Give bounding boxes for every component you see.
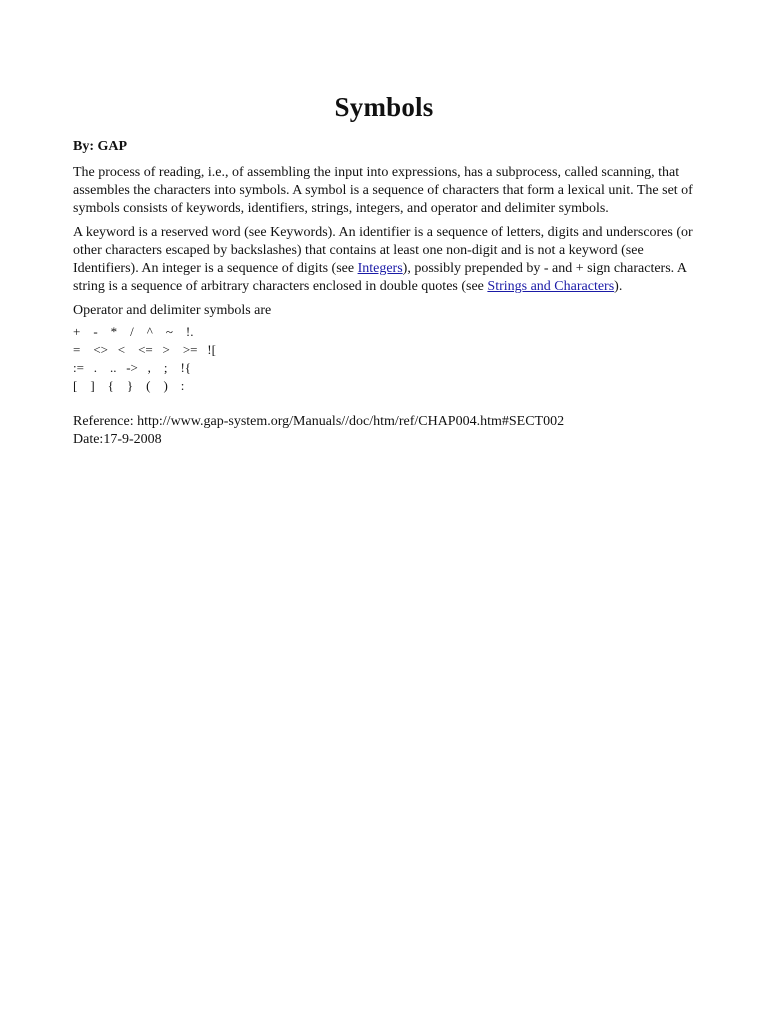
symbol-line: [ ] { } ( ) : xyxy=(73,378,185,393)
integers-link[interactable]: Integers xyxy=(357,261,403,276)
date-line: Date:17-9-2008 xyxy=(73,432,162,447)
paragraph-scanning: The process of reading, i.e., of assembling the input into expressions, has a subprocess, called scanning, that assembles the characters into symbols. A symbol is a sequence of characters that form a lexical unit. The set of symbols consists of keywords, identifiers, strings, integers, and operator and delimiter symbols. xyxy=(73,165,693,216)
paragraph-text-part3: ). xyxy=(614,279,623,294)
reference-line: Reference: http://www.gap-system.org/Manuals//doc/htm/ref/CHAP004.htm#SECT002 xyxy=(73,414,565,429)
symbol-line: := . .. -> , ; !{ xyxy=(73,360,192,375)
paragraph-definitions xyxy=(73,224,703,296)
spacer xyxy=(73,395,703,413)
page-title: Symbols xyxy=(334,92,434,122)
document-page xyxy=(73,88,703,449)
symbol-list xyxy=(73,323,703,395)
symbol-line: = <> < <= > >= ![ xyxy=(73,342,216,357)
paragraph-text-part2: ), possibly prepended by - and + sign characters. A string is a sequence of arbitrary characters enclosed in double quotes (see xyxy=(73,261,687,294)
symbol-line: + - * / ^ ~ !. xyxy=(73,324,194,339)
strings-and-characters-link[interactable]: Strings and Characters xyxy=(487,279,615,294)
author-byline: By: GAP xyxy=(73,139,128,154)
paragraph-text-part1: A keyword is a reserved word (see Keywords). An identifier is a sequence of letters, digits and underscores (or other characters escaped by backslashes) that contains at least one non-digit and is not a keyword (see Identifiers). An integer is a sequence of digits (see xyxy=(73,225,693,276)
symbols-intro: Operator and delimiter symbols are xyxy=(73,303,272,318)
